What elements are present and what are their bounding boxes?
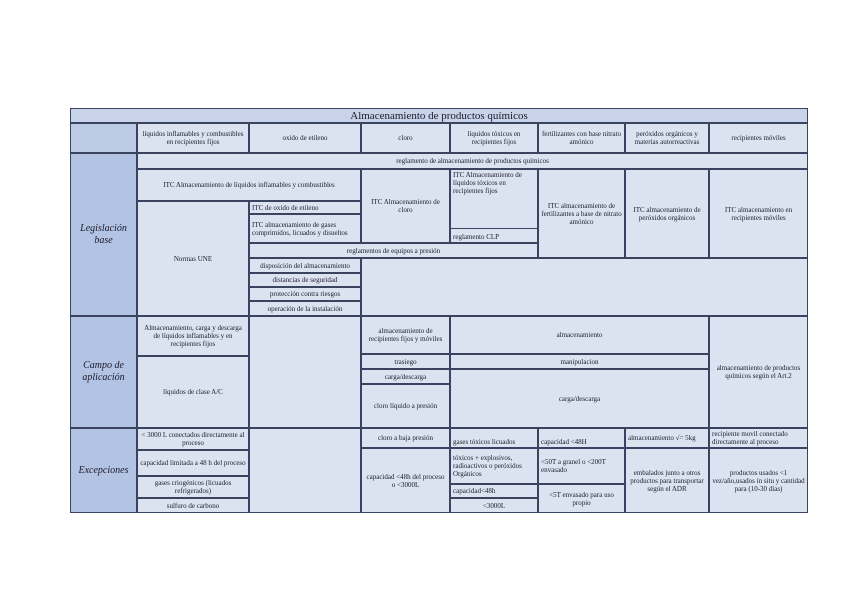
excepcion-liquidos-sulfuro: sulfuro de carbono bbox=[137, 498, 249, 513]
campo-oxido-empty bbox=[249, 316, 361, 428]
column-header-moviles: recipientes móviles bbox=[709, 123, 808, 153]
excepcion-moviles-usados: productos usados <1 vez/año,usados in situ y cantidad para (10-30 días) bbox=[709, 448, 808, 513]
row-label-legislacion: Legislación base bbox=[70, 153, 137, 316]
excepcion-fert-granel: <50T a granel o <200T envasado bbox=[538, 448, 625, 484]
excepcion-toxicos-3000: <3000L bbox=[450, 498, 538, 513]
reglamento-equipos: reglamentos de equipos a presión bbox=[249, 243, 538, 258]
excepcion-liquidos-criogenicos: gases criogénicos (licuados refrigerados) bbox=[137, 476, 249, 498]
excepcion-perox-embalados: embalados junto a otros productos para transportar según el ADR bbox=[625, 448, 709, 513]
excepcion-liquidos-3000: < 3000 L conectados directamente al proceso bbox=[137, 428, 249, 450]
normas-une: Normas UNE bbox=[137, 201, 249, 316]
column-header-peroxidos: peróxidos orgánicos y materias autorreactivas bbox=[625, 123, 709, 153]
itc-oxido: ITC de oxido de etileno bbox=[249, 201, 361, 214]
une-item-operacion: operación de la instalación bbox=[249, 301, 361, 316]
chemical-storage-table bbox=[70, 108, 808, 513]
excepcion-perox-almacenamiento: almacenamiento √= 5kg bbox=[625, 428, 709, 448]
campo-almacenamiento: almacenamiento bbox=[450, 316, 709, 354]
campo-manipulacion: manipulacion bbox=[450, 354, 709, 369]
une-item-disposicion: disposición del almacenamiento bbox=[249, 258, 361, 273]
excepcion-cloro-capacidad: capacidad <48h del proceso o <3000L bbox=[361, 448, 450, 513]
header-corner bbox=[70, 123, 137, 153]
itc-liquidos: ITC Almacenamiento de líquidos inflamables y combustibles bbox=[137, 169, 361, 201]
itc-gases: ITC almacenamiento de gases comprimidos, licuados y disueltos bbox=[249, 214, 361, 243]
excepcion-oxido-empty bbox=[249, 428, 361, 513]
column-header-cloro: cloro bbox=[361, 123, 450, 153]
campo-cloro-liquido: cloro líquido a presión bbox=[361, 384, 450, 428]
campo-cloro-trasiego: trasiego bbox=[361, 354, 450, 369]
row-label-excepciones: Excepciones bbox=[70, 428, 137, 513]
une-item-distancias: distancias de seguridad bbox=[249, 273, 361, 287]
excepcion-moviles-conectado: recipiente movil conectado directamente al proceso bbox=[709, 428, 808, 448]
column-header-toxicos: líquidos tóxicos en recipientes fijos bbox=[450, 123, 538, 153]
campo-moviles: almacenamiento de productos químicos según el Art.2 bbox=[709, 316, 808, 428]
itc-peroxidos: ITC almacenamiento de peróxidos orgánicos bbox=[625, 169, 709, 258]
excepcion-toxicos-explosivos: tóxicos + explosivos, radioactivos o peróxidos Orgánicos bbox=[450, 448, 538, 484]
itc-moviles: ITC almacenamiento en recipientes móviles bbox=[709, 169, 808, 258]
une-item-proteccion: protección contra riesgos bbox=[249, 287, 361, 301]
excepcion-cloro-baja: cloro a baja presión bbox=[361, 428, 450, 448]
excepcion-fert-capacidad: capacidad <48H bbox=[538, 428, 625, 448]
campo-cloro-carga: carga/descarga bbox=[361, 369, 450, 384]
column-header-liquidos: líquidos inflamables y combustibles en recipientes fijos bbox=[137, 123, 249, 153]
campo-liquidos-clase: líquidos de clase A/C bbox=[137, 356, 249, 428]
reglamento-almacenamiento: reglamento de almacenamiento de productos químicos bbox=[137, 153, 808, 169]
itc-cloro: ITC Almacenamiento de cloro bbox=[361, 169, 450, 243]
campo-liquidos-almacenamiento: Almacenamiento, carga y descarga de líquidos inflamables y en recipientes fijos bbox=[137, 316, 249, 356]
campo-carga-descarga: carga/descarga bbox=[450, 369, 709, 428]
column-header-fertilizantes: fertilizantes con base nitrato amónico bbox=[538, 123, 625, 153]
excepcion-liquidos-48h: capacidad limitada a 48 h del proceso bbox=[137, 450, 249, 476]
itc-fertilizantes: ITC almacenamiento de fertilizantes a base de nitrato amónico bbox=[538, 169, 625, 258]
column-header-oxido: oxido de etileno bbox=[249, 123, 361, 153]
excepcion-toxicos-capacidad: capacidad<48h bbox=[450, 484, 538, 498]
itc-toxicos: ITC Almacenamiento de líquidos tóxicos en recipientes fijos bbox=[450, 169, 538, 243]
campo-cloro-almacenamiento: almacenamiento de recipientes fijos y móviles bbox=[361, 316, 450, 354]
row-label-campo: Campo de aplicación bbox=[70, 316, 137, 428]
legislacion-filler bbox=[361, 258, 808, 316]
excepcion-toxicos-gases: gases tóxicos licuados bbox=[450, 428, 538, 448]
excepcion-fert-envasado: <5T envasado para uso propio bbox=[538, 484, 625, 513]
table-title: Almacenamiento de productos químicos bbox=[70, 108, 808, 123]
reglamento-clp-cell: reglamento CLP bbox=[450, 228, 538, 243]
